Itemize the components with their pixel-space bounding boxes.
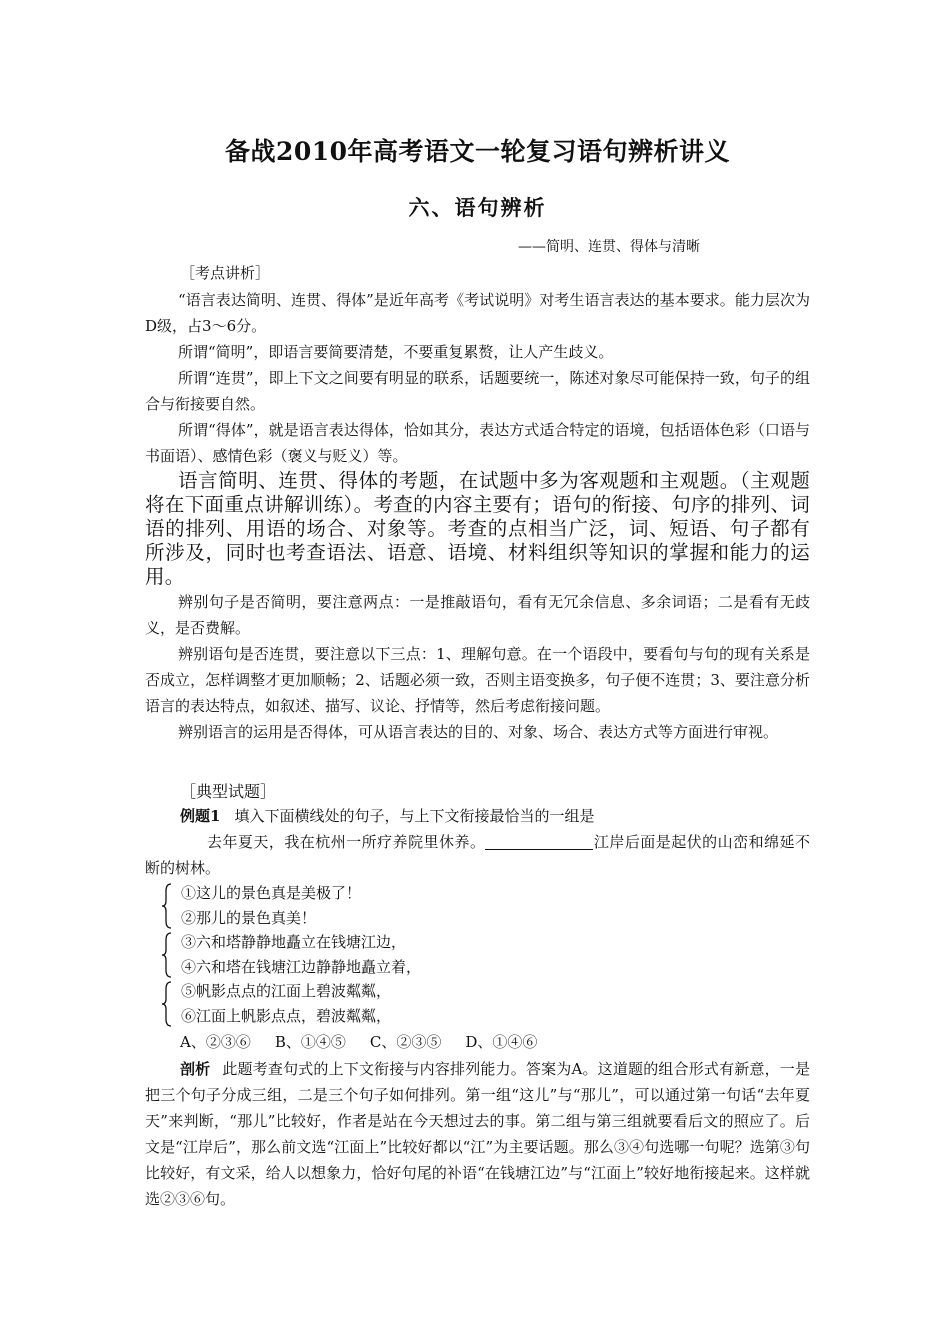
analysis-label: 剖析 [180,1060,211,1078]
answer-blank [485,833,593,850]
paragraph: 辨别语言的运用是否得体，可从语言表达的目的、对象、场合、表达方式等方面进行审视。 [178,723,779,741]
choice-c: C、②③⑤ [369,1033,442,1051]
choice-b: B、①④⑤ [274,1033,346,1051]
option-item: ①这儿的景色真是美极了！ [181,884,362,902]
option-item: ②那儿的景色真美！ [181,908,317,927]
document-page [145,120,810,1212]
typical-label: ［典型试题］ [180,782,277,801]
choice-d: D、①④⑥ [465,1033,538,1051]
paragraph: 辨别语句是否连贯，要注意以下三点：1、理解句意。在一个语段中，要看句与句的现有关系是否成立，怎样调整才更加顺畅；2、话题必须一致，否则主语变换多，句子便不连贯；3、要注意分析语言的表达特点，如叙述、描写、议论、抒情等，然后考虑衔接问题。 [145,645,810,715]
option-item: ⑥江面上帆影点点，碧波粼粼， [181,1006,392,1025]
option-item: ⑤帆影点点的江面上碧波粼粼， [181,982,392,1000]
option-group-3 [175,979,810,1028]
option-item: ④六和塔在钱塘江边静静地矗立着， [181,957,422,976]
analysis-paragraph [145,1056,810,1212]
large-paragraph: 语言简明、连贯、得体的考题，在试题中多为客观题和主观题。（主观题将在下面重点讲解训练）。考查的内容主要有；语句的衔接、句序的排列、词语的排列、用语的场合、对象等。考查的点相当广泛，词、短语、句子都有所涉及，同时也考查语法、语意、语境、材料组织等知识的掌握和能力的运用。 [145,469,810,588]
section-title: 六、语句辨析 [408,195,547,220]
brace-icon [161,981,173,1027]
example-question [180,804,810,829]
paragraph: “语言表达简明、连贯、得体”是近年高考《考试说明》对考生语言表达的基本要求。能力层次为D级，占3～6分。 [145,291,810,335]
paragraph: 所谓“简明”，即语言要简要清楚，不要重复累赘，让人产生歧义。 [178,343,614,361]
option-group-2 [175,930,810,979]
paragraph: 所谓“得体”，就是语言表达得体，恰如其分，表达方式适合特定的语境，包括语体色彩（口语与书面语）、感情色彩（褒义与贬义）等。 [145,421,810,465]
example-label: 例题1 [180,807,221,825]
answer-choices [180,1028,810,1056]
analysis-text: 此题考查句式的上下文衔接与内容排列能力。答案为A。这道题的组合形式有新意，一是把三个句子分成三组，二是三个句子如何排列。第一组“这儿”与“那儿”，可以通过第一句话“去年夏天”来判断，“那儿”比较好，作者是站在今天想过去的事。第二组与第三组就要看后文的照应了。后文是“江岸后”，那么前文选“江面上”比较好都以“江”为主要话题。那么③④句选哪一句呢？选第③句比较好，有文采，给人以想象力，恰好句尾的补语“在钱塘江边”与“江面上”较好地衔接起来。这样就选②③⑥句。 [145,1060,810,1208]
example-question-text: 填入下面横线处的句子，与上下文衔接最恰当的一组是 [234,807,595,825]
kaodian-label: ［考点讲析］ [180,264,271,282]
section-subtitle: ——简明、连贯、得体与清晰 [518,239,700,255]
paragraph: 所谓“连贯”，即上下文之间要有明显的联系，话题要统一，陈述对象尽可能保持一致，句子的组合与衔接要自然。 [145,369,810,413]
option-group-1 [175,881,810,930]
choice-a: A、②③⑥ [180,1033,251,1051]
brace-icon [161,883,173,929]
example-context: 去年夏天，我在杭州一所疗养院里休养。 江岸后面是起伏的山峦和绵延不断的树林。 [145,833,810,877]
paragraph: 辨别句子是否简明，要注意两点：一是推敲语句，看有无冗余信息、多余词语；二是看有无歧义，是否费解。 [145,593,810,637]
option-item: ③六和塔静静地矗立在钱塘江边， [181,933,407,951]
document-title: 备战2010年高考语文一轮复习语句辨析讲义 [224,137,731,166]
brace-icon [161,932,173,978]
